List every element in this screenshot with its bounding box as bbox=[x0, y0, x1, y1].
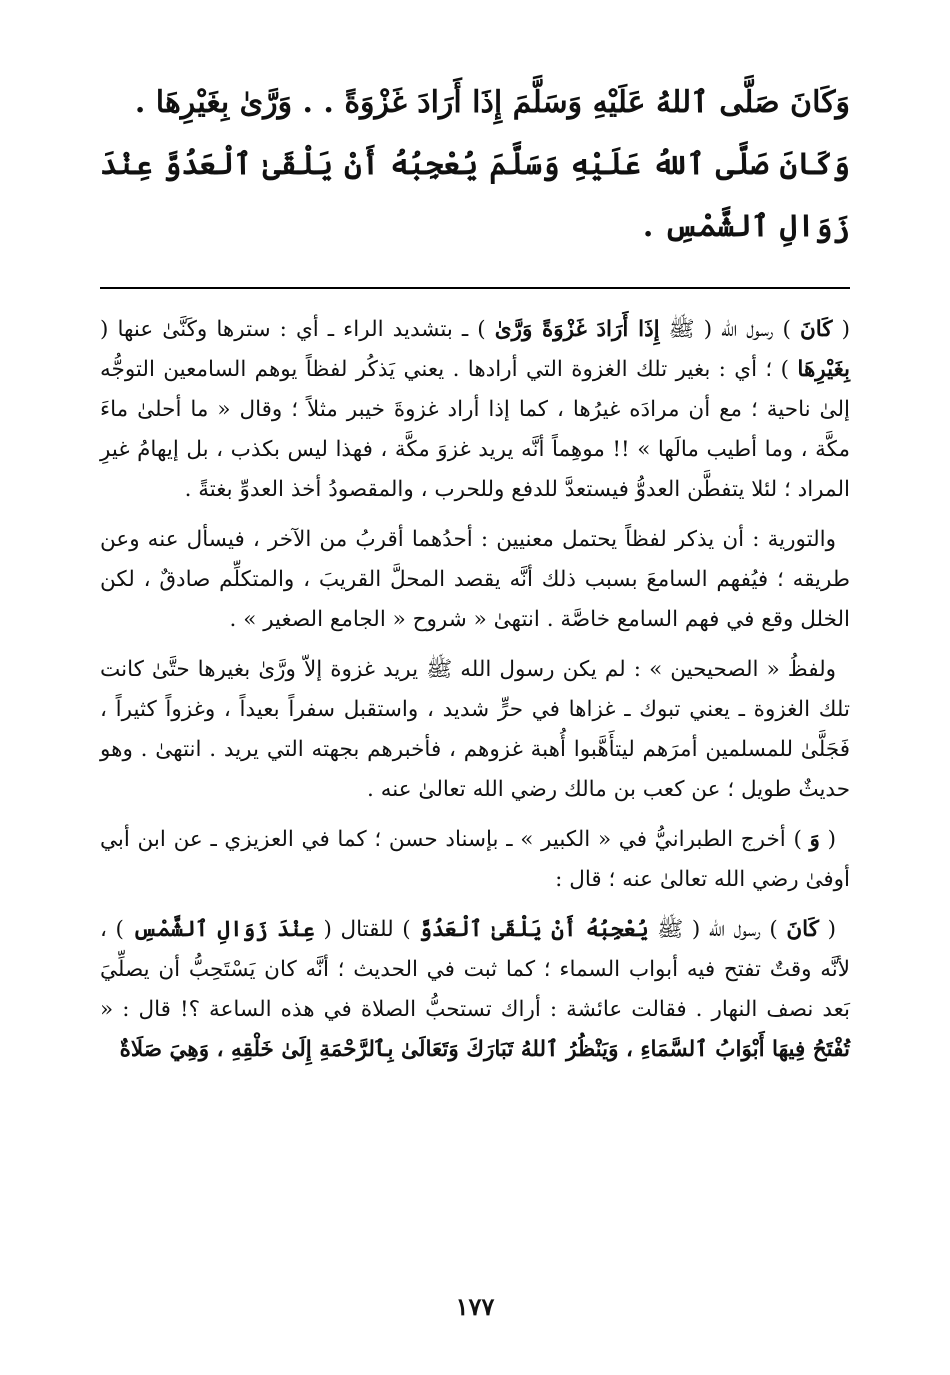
main-text-line: وَكَانَ صَلَّى ٱللهُ عَلَيْهِ وَسَلَّمَ إِذَا أَرَادَ غَزْوَةً . . وَرَّىٰ بِغَيْرِهَا . bbox=[134, 85, 850, 120]
commentary-paragraph: ولفظُ « الصحيحين » : لم يكن رسول الله ﷺ يريد غزوة إلاّ ورَّىٰ بغيرها حتَّىٰ كانت تلك الغزوة ـ يعني تبوك ـ غزاها في حرٍّ شديد ، واستقبل سفراً بعيداً ، وغزواً كثيراً ، فَجَلَّىٰ للمسلمين أمرَهم ليتأَهَّبوا أُهبة غزوهم ، فأخبرهم بجهته التي يريد . انتهىٰ . وهو حديثٌ طويل ؛ عن كعب بن مالك رضي الله تعالىٰ عنه . bbox=[100, 657, 850, 802]
quoted-hadith: تُفْتَحُ فِيهَا أَبْوَابُ ٱلسَّمَاءِ ، وَيَنْظُرُ ٱللهُ تَبَارَكَ وَتَعَالَىٰ بِٱلرَّحْمَةِ إِلَىٰ خَلْقِهِ ، وَهِيَ صَلَاةٌ bbox=[119, 1037, 850, 1062]
main-text bbox=[100, 72, 850, 258]
quoted-hadith: عِنْدَ زَوَالِ ٱلشَّمْسِ bbox=[132, 917, 315, 942]
quoted-hadith: كَانَ bbox=[786, 917, 819, 942]
footnote-divider bbox=[100, 287, 850, 289]
commentary-paragraph: ( كَانَ ) رسول الله ( ﷺ إِذَا أَرَادَ غَزْوَةً وَرَّىٰ ) ـ بتشديد الراء ـ أي : سترها وكَنَّىٰ عنها ( بِغَيْرِهَا ) ؛ أي : بغير تلك الغزوة التي أرادها . يعني يَذكُر لفظاً يوهم السامعين التوجُّه إلىٰ ناحية ؛ مع أن مرادَه غيرُها ، كما إذا أراد غزوةَ خيبر مثلاً ؛ وقال « ما أحلىٰ ماءَ مكَّة ، وما أطيب مالَها » !! موهِماً أنَّه يريد غزوَ مكَّة ، فهذا ليس بكذب ، بل إيهامُ غيرِ المراد ؛ لئلا يتفطَّن العدوُّ فيستعدَّ للدفع وللحرب ، والمقصودُ أخذ العدوِّ بغتةً . bbox=[100, 317, 851, 502]
commentary-paragraph: والتورية : أن يذكر لفظاً يحتمل معنيين : أحدُهما أقربُ من الآخر ، فيسأل عنه وعن طريقه ؛ فيُفهم السامعَ بسبب ذلك أنَّه يقصد المحلَّ القريبَ ، والمتكلِّم صادقٌ ، لكن الخلل وقع في فهم السامع خاصَّة . انتهىٰ « شروح « الجامع الصغير » . bbox=[100, 527, 850, 632]
commentary bbox=[100, 310, 850, 1080]
quoted-hadith: بِغَيْرِهَا bbox=[797, 357, 850, 382]
commentary-paragraph: ( كَانَ ) رسول الله ( ﷺ يُعْجِبُهُ أَنْ يَلْقَىٰ ٱلْعَدُوَّ ) للقتال ( عِنْدَ زَوَالِ ٱلشَّمْسِ ) ، لأنَّه وقتٌ تفتح فيه أبواب السماء ؛ كما ثبت في الحديث ؛ أنَّه كان يَسْتَحِبُّ أن يصلِّيَ بَعد نصف النهار . فقالت عائشة : أراك تستحبُّ الصلاة في هذه الساعة ؟! قال : « تُفْتَحُ فِيهَا أَبْوَابُ ٱلسَّمَاءِ ، وَيَنْظُرُ ٱللهُ تَبَارَكَ وَتَعَالَىٰ بِٱلرَّحْمَةِ إِلَىٰ خَلْقِهِ ، وَهِيَ صَلَاةٌ bbox=[100, 917, 850, 1062]
commentary-paragraph: ( وَ ) أخرج الطبرانيُّ في « الكبير » ـ بإسناد حسن ؛ كما في العزيزي ـ عن ابن أبي أوفىٰ رضي الله تعالىٰ عنه ؛ قال : bbox=[100, 827, 850, 892]
quoted-hadith: كَانَ bbox=[799, 317, 833, 342]
quoted-hadith: إِذَا أَرَادَ غَزْوَةً وَرَّىٰ bbox=[494, 317, 660, 342]
quoted-hadith: يُعْجِبُهُ أَنْ يَلْقَىٰ ٱلْعَدُوَّ bbox=[419, 917, 649, 942]
main-text-line: وَكَانَ صَلَّى ٱللهُ عَلَيْهِ وَسَلَّمَ يُعْجِبُهُ أَنْ يَلْقَىٰ ٱلْعَدُوَّ عِنْدَ زَوَالِ ٱلشَّمْسِ . bbox=[100, 147, 850, 244]
quoted-hadith: وَ bbox=[809, 827, 820, 852]
page-number: ١٧٧ bbox=[455, 1292, 495, 1321]
